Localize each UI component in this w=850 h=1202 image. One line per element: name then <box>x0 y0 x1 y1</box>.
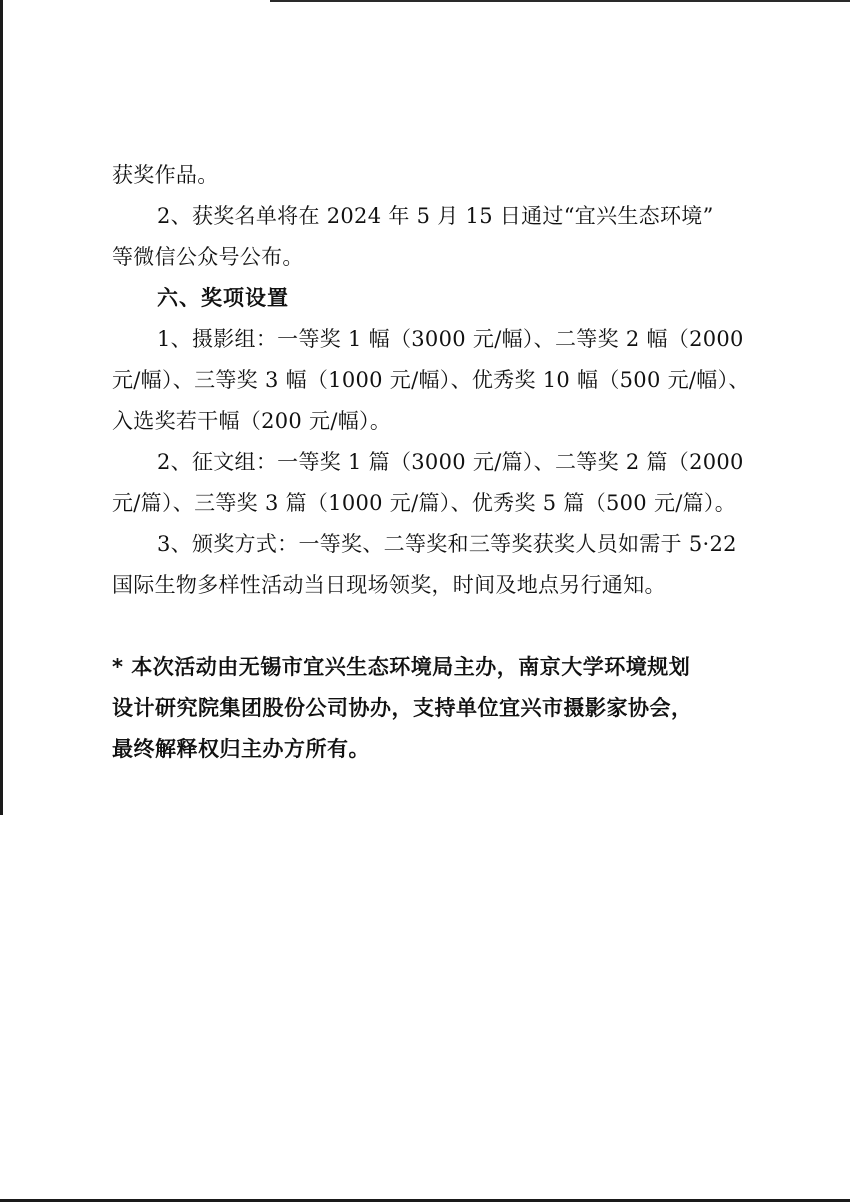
paragraph-line-photo-group-end: 入选奖若干幅（200 元/幅）。 <box>112 409 392 433</box>
paragraph-line-photo-group-cont: 元/幅）、三等奖 3 幅（1000 元/幅）、优秀奖 10 幅（500 元/幅）、 <box>112 368 750 392</box>
paragraph-line-award-method-cont: 国际生物多样性活动当日现场领奖，时间及地点另行通知。 <box>112 573 666 597</box>
paragraph-line-essay-group: 2、征文组：一等奖 1 篇（3000 元/篇）、二等奖 2 篇（2000 <box>157 450 744 474</box>
section-heading-awards: 六、奖项设置 <box>157 286 289 310</box>
paragraph-line-continuation: 获奖作品。 <box>112 163 219 187</box>
note-line-interpretation: 最终解释权归主办方所有。 <box>112 737 370 761</box>
note-line-co-organizer: 设计研究院集团股份公司协办，支持单位宜兴市摄影家协会， <box>112 696 693 720</box>
paragraph-line-essay-group-cont: 元/篇）、三等奖 3 篇（1000 元/篇）、优秀奖 5 篇（500 元/篇）。 <box>112 491 737 515</box>
paragraph-line-announcement-cont: 等微信公众号公布。 <box>112 245 304 269</box>
paragraph-line-award-method: 3、颁奖方式：一等奖、二等奖和三等奖获奖人员如需于 5·22 <box>157 532 737 556</box>
paragraph-line-photo-group: 1、摄影组：一等奖 1 幅（3000 元/幅）、二等奖 2 幅（2000 <box>157 327 744 351</box>
paragraph-line-announcement: 2、获奖名单将在 2024 年 5 月 15 日通过“宜兴生态环境” <box>157 204 714 228</box>
note-line-organizer: * 本次活动由无锡市宜兴生态环境局主办，南京大学环境规划 <box>112 655 691 679</box>
